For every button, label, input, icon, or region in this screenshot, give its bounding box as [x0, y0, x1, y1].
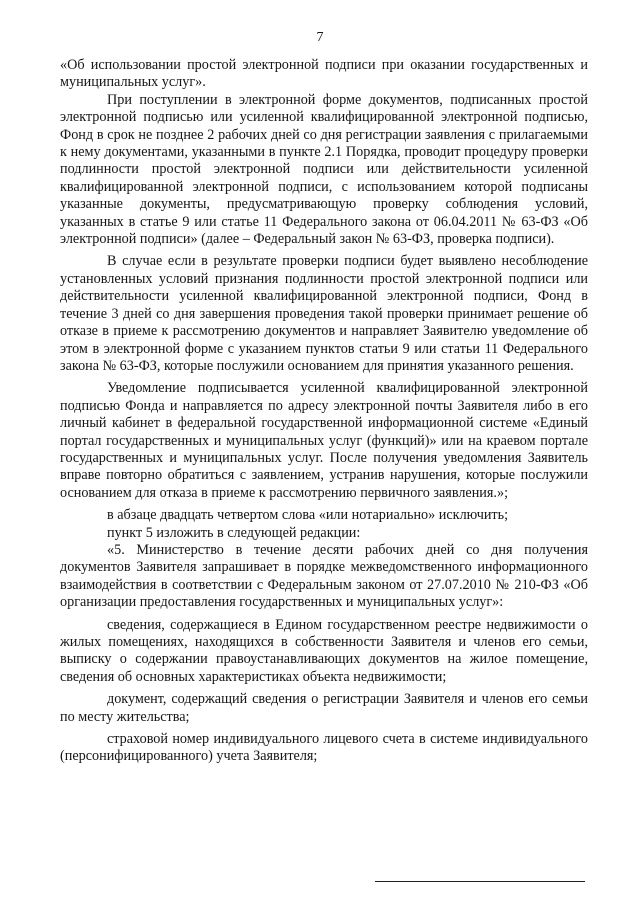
paragraph-5: в абзаце двадцать четвертом слова «или нотариально» исключить; — [107, 507, 509, 524]
paragraph-1: «Об использовании простой электронной подписи при оказании государственных и муниципальных услуг». — [60, 57, 588, 91]
page-number: 7 — [316, 30, 324, 45]
paragraph-10: страховой номер индивидуального лицевого счета в системе индивидуального (персонифицированного) учета Заявителя; — [60, 731, 588, 765]
paragraph-9: документ, содержащий сведения о регистрации Заявителя и членов его семьи по месту жительства; — [60, 691, 588, 725]
paragraph-6: пункт 5 изложить в следующей редакции: — [107, 524, 361, 541]
document-body — [60, 57, 588, 766]
paragraph-7: «5. Министерство в течение десяти рабочих дней со дня получения документов Заявителя запрашивает в порядке межведомственного информационного взаимодействия в соответствии с Федеральным законом от 27.07.2010 № 210-ФЗ «Об организации предоставления государственных и муниципальных услуг»: — [60, 541, 588, 611]
paragraph-4: Уведомление подписывается усиленной квалифицированной электронной подписью Фонда и направляется по адресу электронной почты Заявителя либо в его личный кабинет в федеральной государственной информационной системе «Единый портал государственных и муниципальных услуг (функций)» или на краевом портале государственных и муниципальных услуг. После получения уведомления Заявитель вправе повторно обратиться с заявлением, устранив нарушения, которые послужили основанием для отказа в приеме к рассмотрению первичного заявления.»; — [60, 380, 588, 501]
footer-divider — [375, 881, 585, 882]
paragraph-8: сведения, содержащиеся в Едином государственном реестре недвижимости о жилых помещениях, находящихся в собственности Заявителя и членов его семьи, выписку о содержании правоустанавливающих документов на жилое помещение, сведения об основных характеристиках объекта недвижимости; — [60, 616, 588, 685]
paragraph-3: В случае если в результате проверки подписи будет выявлено несоблюдение установленных условий признания подлинности простой электронной подписи или действительности усиленной квалифицированной электронной подписи, Фонд в течение 3 дней со дня завершения проведения такой проверки принимает решение об отказе в приеме к рассмотрению документов и направляет Заявителю уведомление об этом в электронной форме с указанием пунктов статьи 9 или статьи 11 Федерального закона № 63-ФЗ, которые послужили основанием для принятия указанного решения. — [60, 253, 588, 374]
paragraph-2: При поступлении в электронной форме документов, подписанных простой электронной подписью или усиленной квалифицированной электронной подписью, Фонд в срок не позднее 2 рабочих дней со дня регистрации заявления с прилагаемыми к нему документами, указанными в пункте 2.1 Порядка, проводит процедуру проверки подлинности простой электронной подписи или действительности усиленной квалифицированной электронной подписи, с использованием которой подписаны указанные документы, предусматривающую проверку соблюдения условий, указанных в статье 9 или статье 11 Федерального закона от 06.04.2011 № 63-ФЗ «Об электронной подписи» (далее – Федеральный закон № 63-ФЗ, проверка подписи). — [60, 91, 588, 248]
